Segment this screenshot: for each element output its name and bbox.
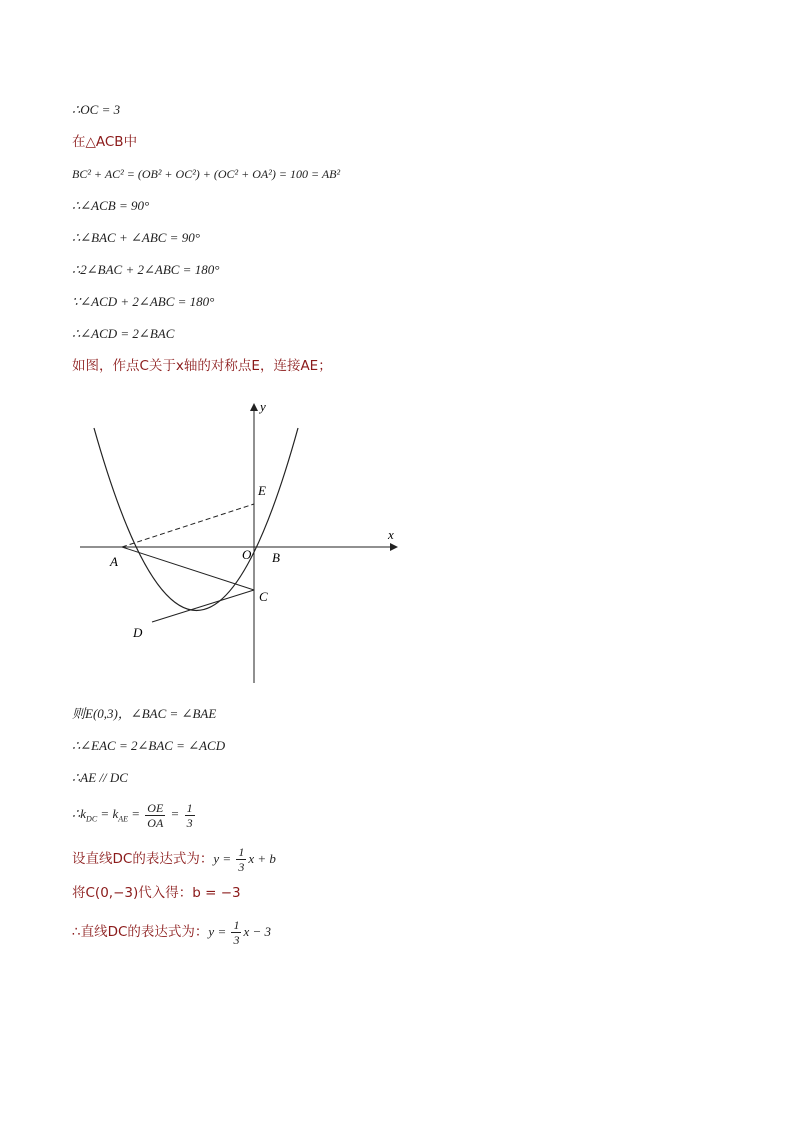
fraction-num: 1 [238, 845, 245, 859]
line-set-expression [72, 843, 276, 876]
fraction-den: 3 [238, 860, 245, 874]
line-acb-90: ∴∠ACB = 90° [72, 198, 150, 213]
fraction-num: 1 [233, 918, 240, 932]
point-b-label: B [272, 550, 280, 565]
final-y: y = [208, 924, 230, 939]
final-expression-text: ∴直线DC的表达式为： [72, 924, 209, 940]
slope-eq2: = [170, 806, 183, 821]
fraction-oe-oa [145, 801, 165, 830]
slope-mid: = k [97, 806, 119, 821]
expr-rest: x + b [248, 851, 276, 866]
slope-prefix: ∴k [72, 806, 87, 821]
segment-ac [122, 547, 254, 590]
slope-sub-ae: AE [118, 814, 128, 824]
point-c-label: C [259, 589, 268, 604]
slope-eq: = [128, 806, 144, 821]
line-e-coords: 则E(0,3)，∠BAC = ∠BAE [72, 706, 217, 721]
line-substitute: 将C(0,−3)代入得：b = −3 [72, 885, 241, 901]
line-construct-e: 如图，作点C关于x轴的对称点E，连接AE； [72, 358, 332, 374]
line-pythagoras: BC² + AC² = (OB² + OC²) + (OC² + OA²) = 100 = AB² [72, 167, 341, 181]
set-expression-text: 设直线DC的表达式为： [72, 851, 214, 867]
fraction-den: 3 [233, 933, 240, 947]
parabola-curve [94, 428, 298, 611]
fraction-one-third [185, 801, 195, 830]
y-axis-arrow-icon [250, 403, 258, 411]
point-e-label: E [258, 483, 266, 498]
slope-sub-dc: DC [86, 814, 98, 824]
expr-y: y = [213, 851, 235, 866]
fraction-den: OA [147, 815, 164, 830]
fraction-one-third [231, 918, 241, 947]
line-eac: ∴∠EAC = 2∠BAC = ∠ACD [72, 738, 226, 753]
line-slope [72, 798, 197, 836]
point-a-label: A [110, 554, 118, 569]
line-sum-90: ∴∠BAC + ∠ABC = 90° [72, 230, 200, 245]
origin-label: O [242, 547, 252, 562]
line-in-triangle: 在△ACB中 [72, 134, 138, 150]
line-oc: ∴OC = 3 [72, 102, 121, 117]
fraction-one-third [236, 845, 246, 874]
line-final-expression [72, 916, 271, 949]
line-acd-180: ∵∠ACD + 2∠ABC = 180° [72, 294, 215, 309]
parabola-figure [70, 393, 405, 688]
fraction-den: 3 [186, 815, 193, 830]
line-sum-180: ∴2∠BAC + 2∠ABC = 180° [72, 262, 220, 277]
x-axis-arrow-icon [390, 543, 398, 551]
segment-ae-dashed [122, 504, 254, 547]
y-axis-label: y [260, 399, 266, 414]
fraction-num: 1 [186, 800, 193, 815]
fraction-num: OE [147, 800, 164, 815]
line-parallel: ∴AE // DC [72, 770, 128, 785]
x-axis-label: x [388, 527, 394, 542]
point-d-label: D [133, 625, 143, 640]
line-acd-eq: ∴∠ACD = 2∠BAC [72, 326, 175, 341]
final-rest: x − 3 [243, 924, 272, 939]
